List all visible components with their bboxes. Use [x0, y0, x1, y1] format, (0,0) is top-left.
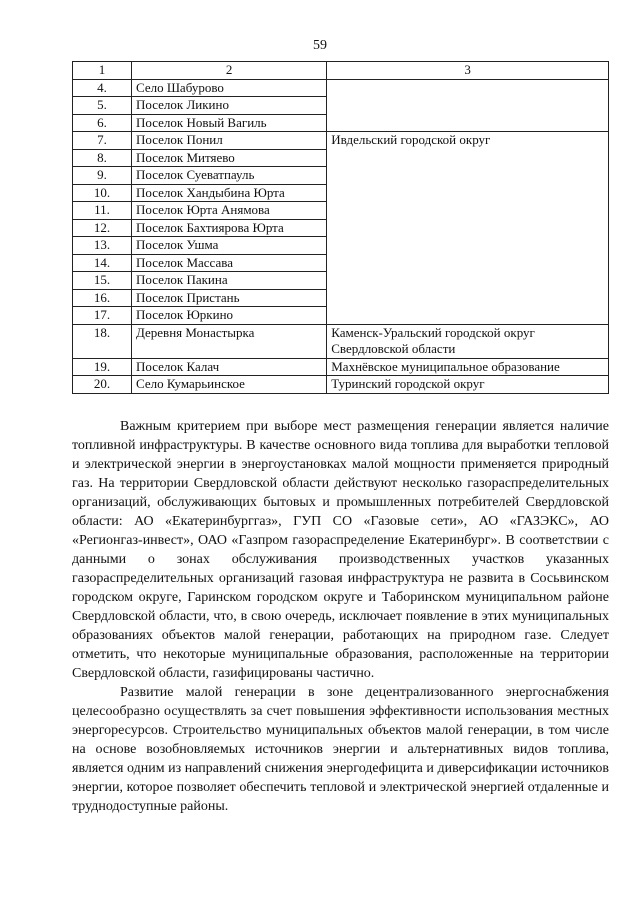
row-number: 18. — [73, 324, 132, 358]
settlement-name: Поселок Калач — [131, 358, 326, 376]
municipality-kamensk — [327, 324, 609, 358]
municipality-ivdel: Ивдельский городской округ — [327, 132, 609, 325]
settlement-name: Поселок Массава — [131, 254, 326, 272]
row-number: 12. — [73, 219, 132, 237]
body-text — [72, 417, 609, 816]
row-number: 13. — [73, 237, 132, 255]
row-number: 11. — [73, 202, 132, 220]
settlement-name: Село Шабурово — [131, 79, 326, 97]
table-row — [73, 79, 609, 97]
settlement-name: Село Кумарьинское — [131, 376, 326, 394]
column-header-number: 1 — [73, 62, 132, 80]
settlement-name: Поселок Хандыбина Юрта — [131, 184, 326, 202]
settlement-name: Деревня Монастырка — [131, 324, 326, 358]
row-number: 6. — [73, 114, 132, 132]
settlement-name: Поселок Митяево — [131, 149, 326, 167]
settlement-name: Поселок Суеватпауль — [131, 167, 326, 185]
settlement-name: Поселок Юркино — [131, 307, 326, 325]
row-number: 15. — [73, 272, 132, 290]
table-row — [73, 132, 609, 150]
row-number: 14. — [73, 254, 132, 272]
municipality-kamensk-line2: Свердловской области — [331, 341, 456, 356]
row-number: 17. — [73, 307, 132, 325]
settlement-name: Поселок Пристань — [131, 289, 326, 307]
table-row — [73, 358, 609, 376]
row-number: 7. — [73, 132, 132, 150]
settlement-name: Поселок Юрта Анямова — [131, 202, 326, 220]
municipality-kamensk-line1: Каменск-Уральский городской округ — [331, 324, 535, 340]
municipality-cell-empty — [327, 79, 609, 132]
row-number: 5. — [73, 97, 132, 115]
column-header-settlement: 2 — [131, 62, 326, 80]
settlement-name: Поселок Ушма — [131, 237, 326, 255]
table-header-row — [73, 62, 609, 80]
row-number: 16. — [73, 289, 132, 307]
settlement-name: Поселок Понил — [131, 132, 326, 150]
table-row — [73, 324, 609, 358]
paragraph-fuel-infrastructure: Важным критерием при выборе мест размещения генерации является наличие топливной инфраструктуры. В качестве основного вида топлива для выработки тепловой и электрической энергии в энергоустановках малой мощности применяется природный газ. На территории Свердловской области действуют несколько газораспределительных организаций, обслуживающих бытовых и промышленных потребителей Свердловской области: АО «Екатеринбурггаз», ГУП СО «Газовые сети», АО «ГАЗЭКС», АО «Регионгаз-инвест», ОАО «Газпром газораспределение Екатеринбург». В соответствии с данными о зонах обслуживания производственных участков указанных газораспределительных организаций газовая инфраструктура не развита в Сосьвинском городском округе, Гаринском городском округе и Таборинском муниципальном районе Свердловской области, что, в свою очередь, исключает появление в этих муниципальных образованиях объектов малой генерации, работающих на природном газе. Следует отметить, что некоторые муниципальные образования, расположенные на территории Свердловской области, газифицированы частично. — [72, 419, 609, 681]
settlement-name: Поселок Пакина — [131, 272, 326, 290]
row-number: 10. — [73, 184, 132, 202]
settlements-table — [72, 61, 609, 394]
municipality-makhnevo: Махнёвское муниципальное образование — [327, 358, 609, 376]
row-number: 19. — [73, 358, 132, 376]
row-number: 8. — [73, 149, 132, 167]
row-number: 9. — [73, 167, 132, 185]
row-number: 20. — [73, 376, 132, 394]
settlement-name: Поселок Бахтиярова Юрта — [131, 219, 326, 237]
page-number: 59 — [313, 38, 327, 53]
municipality-turinsk: Туринский городской округ — [327, 376, 609, 394]
row-number: 4. — [73, 79, 132, 97]
settlement-name: Поселок Ликино — [131, 97, 326, 115]
paragraph-small-generation: Развитие малой генерации в зоне децентрализованного энергоснабжения целесообразно осуществлять за счет повышения эффективности использования местных энергоресурсов. Строительство муниципальных объектов малой генерации, в том числе на основе возобновляемых источников энергии и альтернативных видов топлива, является одним из направлений снижения энергодефицита и диверсификации источников энергии, которое позволяет обеспечить тепловой и электрической энергией отдаленные и труднодоступные районы. — [72, 685, 609, 814]
table-row — [73, 376, 609, 394]
column-header-municipality: 3 — [327, 62, 609, 80]
settlement-name: Поселок Новый Вагиль — [131, 114, 326, 132]
